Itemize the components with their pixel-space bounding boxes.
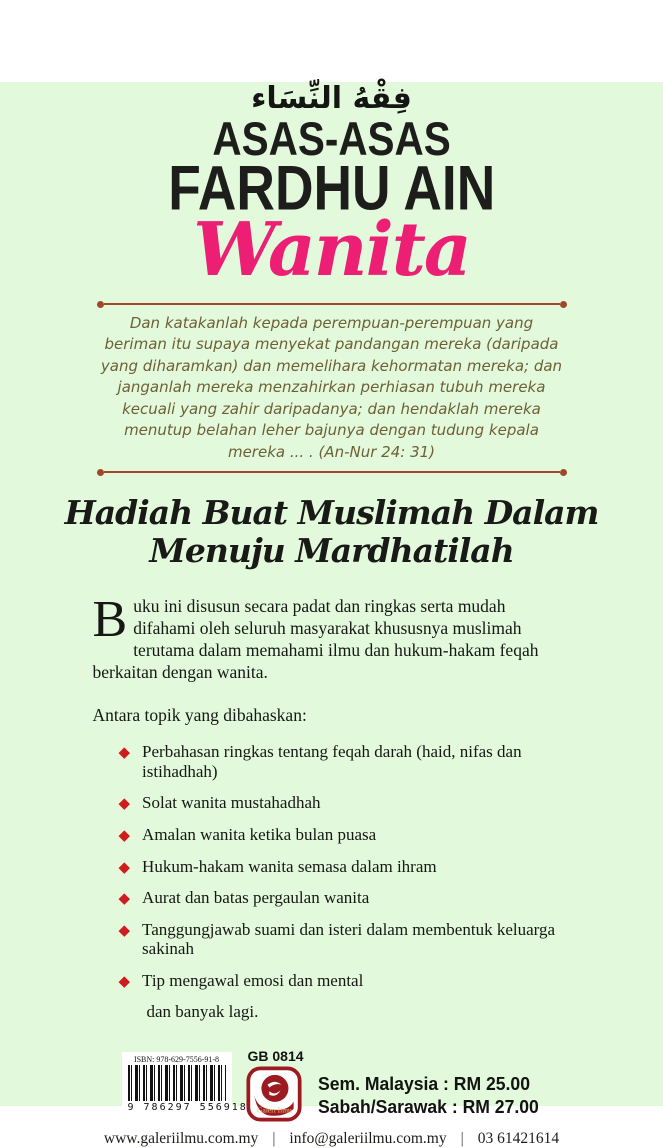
rule-line [104,303,560,305]
dropcap-letter: B [92,591,128,649]
product-code: GB 0814 [247,1048,304,1065]
price-block [318,1072,550,1118]
intro-paragraph-text: uku ini disusun secara padat dan ringkas serta mudah difahami oleh seluruh masyarakat khususnya muslimah terutama dalam memahami ilmu dan hukum-hakam feqah berkaitan dengan wanita. [92,596,539,683]
publisher-name: Galeri Ilmu [256,1105,292,1115]
topic-item [119,742,571,781]
publisher-website: www.galeriilmu.com.my [103,1130,259,1148]
topic-item [119,971,571,991]
publisher-phone: 03 61421614 [477,1130,560,1148]
topic-item [119,793,571,813]
galeri-ilmu-logo-icon [246,1066,302,1122]
topic-item [119,920,571,959]
price-east-malaysia [318,1095,550,1118]
book-back-cover [0,81,663,1148]
diamond-bullet-icon: ◆ [118,857,131,876]
intro-paragraph [92,591,571,683]
book-title-line2 [0,153,663,224]
diamond-bullet-icon: ◆ [118,889,131,908]
diamond-bullet-icon: ◆ [118,743,131,762]
book-title-script: Wanita [193,206,470,293]
topic-text: Aurat dan batas pergaulan wanita [142,888,370,908]
diamond-bullet-icon: ◆ [118,826,131,845]
barcode-bars [128,1065,226,1101]
topic-text: Tanggungjawab suami dan isteri dalam membentuk keluarga sakinah [142,919,556,959]
diamond-bullet-icon: ◆ [118,920,131,939]
topic-item [119,888,571,908]
topic-text: Amalan wanita ketika bulan puasa [142,825,377,845]
footer-separator: | [272,1130,276,1148]
publisher-block [246,1048,304,1122]
topic-text: Perbahasan ringkas tentang feqah darah (haid, nifas dan istihadhah) [142,742,522,781]
imprint-row [122,1048,542,1122]
quote-top-rule [97,301,567,308]
barcode-digits: 9 786297 556918 [127,1102,248,1114]
rule-line [104,471,560,473]
tagline-heading-line2: Menuju Mardhatilah [149,530,514,570]
topics-list [93,742,571,990]
footer-separator: | [460,1130,464,1148]
isbn-label: ISBN: 978-629-7556-91-8 [133,1055,220,1065]
contact-footer [0,1130,663,1148]
diamond-bullet-icon: ◆ [118,794,131,813]
price-west-malaysia [318,1072,550,1095]
book-title-line2-text: FARDHU AIN [167,153,496,224]
publisher-email: info@galeriilmu.com.my [289,1130,447,1148]
arabic-calligraphy: فِقْهُ النِّسَاء [251,81,412,116]
tagline-heading [0,494,663,569]
quran-quote-block [97,301,567,476]
quote-bottom-rule [97,469,567,476]
topic-text: Tip mengawal emosi dan mental [142,970,364,990]
price-west-text: Sem. Malaysia : RM 25.00 [317,1073,530,1095]
diamond-bullet-icon: ◆ [118,971,131,990]
topic-text: Hukum-hakam wanita semasa dalam ihram [142,856,437,876]
tagline-heading-line1: Hadiah Buat Muslimah Dalam [64,492,599,532]
book-title-line1-text: ASAS-ASAS [212,112,451,166]
quran-quote-text: Dan katakanlah kepada perempuan-perempuan yang beriman itu supaya menyekat pandangan mereka (daripada yang diharamkan) dan memelihara kehormatan mereka; dan janganlah mereka menzahirkan perhiasan tubuh mereka kecuali yang zahir daripadanya; dan hendaklah mereka menutup belahan leher bajunya dengan tudung kepala mereka ... . (An-Nur 24: 31) [100,313,563,461]
topic-item [119,857,571,877]
price-east-text: Sabah/Sarawak : RM 27.00 [317,1096,539,1118]
topics-more-text: dan banyak lagi. [146,1002,259,1022]
topic-item [119,825,571,845]
topic-text: Solat wanita mustahadhah [142,793,321,813]
topics-label: Antara topik yang dibahaskan: [92,705,307,726]
isbn-barcode [122,1052,248,1115]
